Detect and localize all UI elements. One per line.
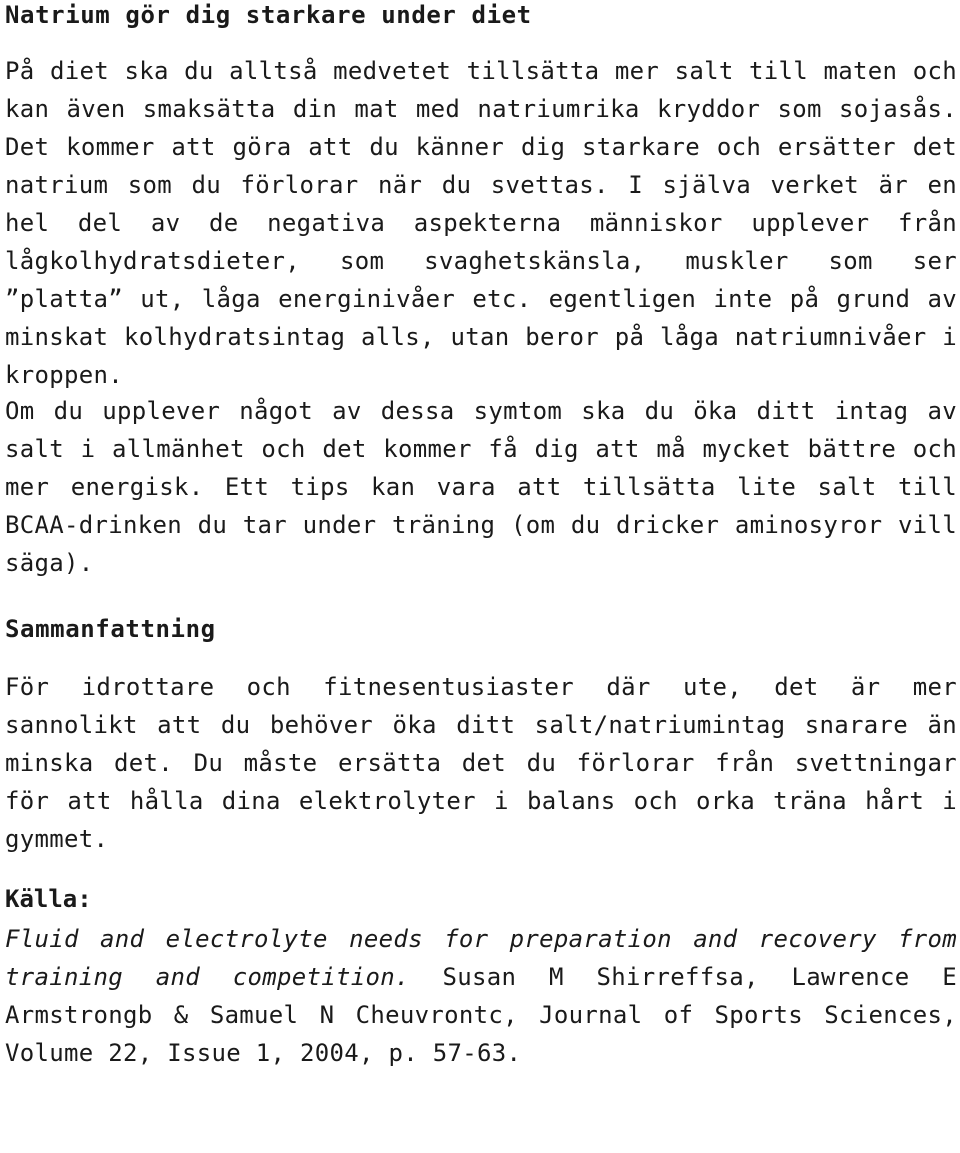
summary-heading: Sammanfattning xyxy=(5,615,216,643)
source-authors: Susan M Shirreffsa, Lawrence E Armstrongb & Samuel N Cheuvrontc, Journal of Sports Sciences, Volume 22, Issue 1, 2004, p. 57-63. xyxy=(5,963,957,1067)
section-heading: Natrium gör dig starkare under diet xyxy=(5,1,532,29)
paragraph: På diet ska du alltså medvetet tillsätta mer salt till maten och kan även smaksätta din mat med natriumrika kryddor som sojasås. Det kommer att göra att du känner dig starkare och ersätter det natrium som du förlorar när du svettas. I själva verket är en hel del av de negativa aspekterna människor upplever från lågkolhydratsdieter, som svaghetskänsla, muskler som ser ”platta” ut, låga energinivåer etc. egentligen inte på grund av minskat kolhydratsintag alls, utan beror på låga natriumnivåer i kroppen. xyxy=(5,57,957,389)
source-citation xyxy=(5,920,957,1072)
paragraph: För idrottare och fitnesentusiaster där ute, det är mer sannolikt att du behöver öka ditt salt/natriumintag snarare än minska det. Du måste ersätta det du förlorar från svettningar för att hålla dina elektrolyter i balans och orka träna hårt i gymmet. xyxy=(5,673,957,853)
paragraph: Om du upplever något av dessa symtom ska du öka ditt intag av salt i allmänhet och det kommer få dig att må mycket bättre och mer energisk. Ett tips kan vara att tillsätta lite salt till BCAA-drinken du tar under träning (om du dricker aminosyror vill säga). xyxy=(5,397,957,577)
source-label: Källa: xyxy=(5,885,92,913)
source-title: Fluid and electrolyte needs for preparation and recovery from training and competition. xyxy=(5,925,957,991)
